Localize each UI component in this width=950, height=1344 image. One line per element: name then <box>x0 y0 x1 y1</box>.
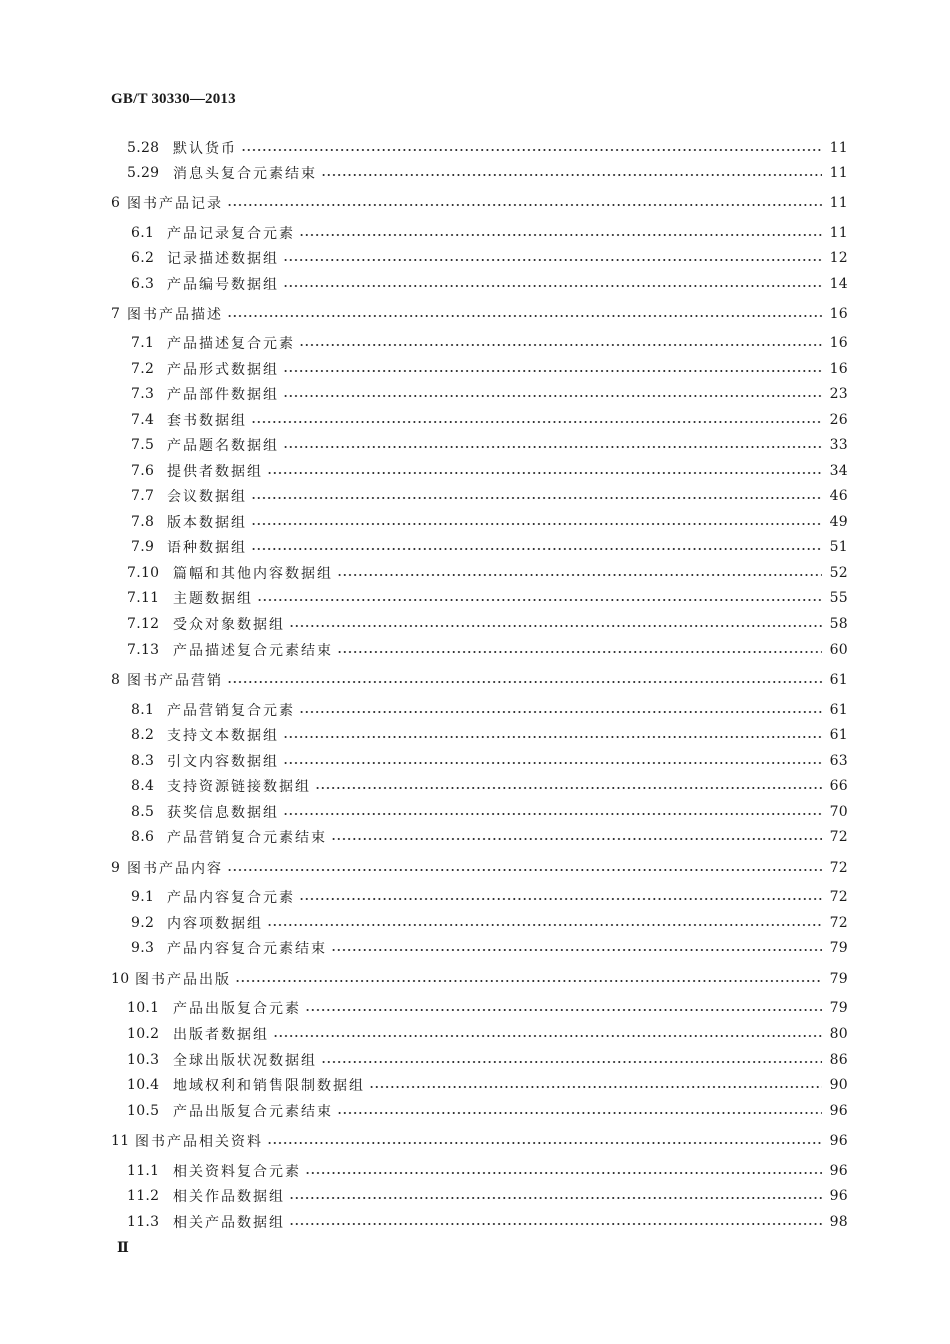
toc-entry-page: 86 <box>829 1052 848 1068</box>
dot-leader <box>227 204 822 206</box>
toc-entry-page: 96 <box>829 1103 848 1119</box>
dot-leader <box>321 174 822 176</box>
dot-leader <box>257 599 822 601</box>
toc-section-entry[interactable] <box>127 1160 848 1182</box>
dot-leader <box>283 370 822 372</box>
toc-entry-number: 11.2 <box>127 1188 160 1204</box>
toc-entry-number: 7.10 <box>127 565 160 581</box>
toc-entry-number: 7.5 <box>131 437 155 453</box>
toc-entry-page: 70 <box>829 804 848 820</box>
toc-section-entry[interactable] <box>131 332 848 354</box>
toc-entry-title: 出版者数据组 <box>173 1027 269 1043</box>
toc-entry-page: 16 <box>829 306 848 322</box>
toc-entry-title: 产品出版复合元素 <box>173 1001 301 1017</box>
toc-section-entry[interactable] <box>127 562 848 584</box>
toc-section-entry[interactable] <box>127 162 848 184</box>
toc-entry-title: 产品内容复合元素结束 <box>167 941 327 957</box>
toc-entry-page: 46 <box>829 488 848 504</box>
toc-entry-number: 6.3 <box>131 276 155 292</box>
toc-entry-title: 默认货币 <box>173 141 237 157</box>
toc-section-entry[interactable] <box>127 587 848 609</box>
dot-leader <box>251 421 822 423</box>
toc-entry-title: 全球出版状况数据组 <box>173 1053 317 1069</box>
toc-chapter-entry[interactable] <box>111 968 848 990</box>
dot-leader <box>337 1112 822 1114</box>
toc-entry-page: 60 <box>829 642 848 658</box>
dot-leader <box>283 446 822 448</box>
toc-entry-page: 23 <box>829 386 848 402</box>
dot-leader <box>227 681 822 683</box>
toc-entry-number: 9 <box>111 860 121 876</box>
toc-entry-number: 5.28 <box>127 140 160 156</box>
toc-entry-title: 主题数据组 <box>173 591 253 607</box>
dot-leader <box>289 1223 822 1225</box>
toc-entry-title: 产品题名数据组 <box>167 438 279 454</box>
toc-entry-number: 7.8 <box>131 514 155 530</box>
toc-entry-title: 受众对象数据组 <box>173 617 285 633</box>
toc-entry-page: 34 <box>829 463 848 479</box>
toc-entry-number: 7.6 <box>131 463 155 479</box>
toc-section-entry[interactable] <box>127 1023 848 1045</box>
toc-entry-title: 篇幅和其他内容数据组 <box>173 566 333 582</box>
toc-entry-title: 产品描述复合元素 <box>167 336 295 352</box>
dot-leader <box>283 259 822 261</box>
toc-entry-page: 61 <box>829 702 848 718</box>
toc-entry-number: 6.2 <box>131 250 155 266</box>
toc-entry-page: 96 <box>829 1133 848 1149</box>
toc-section-entry[interactable] <box>127 1185 848 1207</box>
dot-leader <box>305 1172 822 1174</box>
toc-section-entry[interactable] <box>131 273 848 295</box>
toc-entry-page: 96 <box>829 1163 848 1179</box>
toc-entry-number: 11.3 <box>127 1214 160 1230</box>
toc-entry-page: 72 <box>829 829 848 845</box>
toc-entry-number: 9.3 <box>131 940 155 956</box>
toc-entry-number: 6 <box>111 195 121 211</box>
dot-leader <box>299 711 822 713</box>
toc-entry-page: 72 <box>829 889 848 905</box>
toc-entry-number: 7.2 <box>131 361 155 377</box>
toc-section-entry[interactable] <box>131 724 848 746</box>
toc-entry-number: 7 <box>111 306 121 322</box>
toc-entry-page: 66 <box>829 778 848 794</box>
document-code-header: GB/T 30330—2013 <box>111 91 236 107</box>
toc-section-entry[interactable] <box>127 137 848 159</box>
toc-entry-page: 14 <box>829 276 848 292</box>
toc-entry-title: 引文内容数据组 <box>167 754 279 770</box>
toc-entry-page: 72 <box>829 915 848 931</box>
toc-entry-title: 图书产品出版 <box>135 972 231 988</box>
toc-entry-page: 11 <box>829 140 848 156</box>
toc-entry-page: 58 <box>829 616 848 632</box>
toc-entry-page: 16 <box>829 335 848 351</box>
toc-chapter-entry[interactable] <box>111 303 848 325</box>
toc-entry-number: 10.5 <box>127 1103 160 1119</box>
toc-entry-page: 80 <box>829 1026 848 1042</box>
toc-section-entry[interactable] <box>131 358 848 380</box>
toc-entry-title: 套书数据组 <box>167 413 247 429</box>
toc-entry-number: 8.3 <box>131 753 155 769</box>
toc-entry-title: 图书产品内容 <box>127 861 223 877</box>
toc-entry-page: 49 <box>829 514 848 530</box>
dot-leader <box>283 813 822 815</box>
toc-section-entry[interactable] <box>131 536 848 558</box>
toc-entry-number: 7.11 <box>127 590 160 606</box>
toc-entry-page: 72 <box>829 860 848 876</box>
toc-entry-page: 33 <box>829 437 848 453</box>
toc-section-entry[interactable] <box>127 1049 848 1071</box>
toc-entry-title: 相关作品数据组 <box>173 1189 285 1205</box>
toc-entry-number: 10.3 <box>127 1052 160 1068</box>
toc-entry-number: 10.2 <box>127 1026 160 1042</box>
dot-leader <box>369 1086 822 1088</box>
toc-section-entry[interactable] <box>127 997 848 1019</box>
toc-section-entry[interactable] <box>131 511 848 533</box>
toc-entry-title: 产品记录复合元素 <box>167 226 295 242</box>
toc-entry-page: 11 <box>829 225 848 241</box>
toc-section-entry[interactable] <box>127 639 848 661</box>
toc-section-entry[interactable] <box>131 434 848 456</box>
toc-section-entry[interactable] <box>131 699 848 721</box>
toc-entry-number: 5.29 <box>127 165 160 181</box>
toc-entry-number: 9.1 <box>131 889 155 905</box>
dot-leader <box>283 395 822 397</box>
toc-entry-title: 消息头复合元素结束 <box>173 166 317 182</box>
page-number-roman: Ⅱ <box>117 1241 129 1256</box>
toc-entry-page: 79 <box>829 971 848 987</box>
toc-entry-title: 产品营销复合元素结束 <box>167 830 327 846</box>
toc-entry-number: 7.1 <box>131 335 155 351</box>
toc-entry-number: 9.2 <box>131 915 155 931</box>
toc-entry-title: 产品形式数据组 <box>167 362 279 378</box>
toc-entry-title: 相关产品数据组 <box>173 1215 285 1231</box>
toc-entry-title: 图书产品记录 <box>127 196 223 212</box>
dot-leader <box>235 980 822 982</box>
toc-entry-number: 7.3 <box>131 386 155 402</box>
toc-entry-number: 8.2 <box>131 727 155 743</box>
toc-entry-page: 79 <box>829 940 848 956</box>
toc-entry-number: 7.9 <box>131 539 155 555</box>
dot-leader <box>321 1061 822 1063</box>
dot-leader <box>283 285 822 287</box>
dot-leader <box>337 574 822 576</box>
dot-leader <box>283 762 822 764</box>
dot-leader <box>305 1009 822 1011</box>
toc-entry-title: 产品部件数据组 <box>167 387 279 403</box>
toc-entry-title: 图书产品营销 <box>127 673 223 689</box>
toc-entry-page: 11 <box>829 165 848 181</box>
toc-entry-title: 语种数据组 <box>167 540 247 556</box>
dot-leader <box>283 736 822 738</box>
toc-entry-title: 产品出版复合元素结束 <box>173 1104 333 1120</box>
toc-section-entry[interactable] <box>131 222 848 244</box>
dot-leader <box>267 924 822 926</box>
toc-section-entry[interactable] <box>131 937 848 959</box>
toc-entry-title: 记录描述数据组 <box>167 251 279 267</box>
toc-entry-title: 相关资料复合元素 <box>173 1164 301 1180</box>
toc-entry-title: 支持资源链接数据组 <box>167 779 311 795</box>
toc-chapter-entry[interactable] <box>111 192 848 214</box>
toc-entry-title: 提供者数据组 <box>167 464 263 480</box>
toc-entry-page: 63 <box>829 753 848 769</box>
toc-section-entry[interactable] <box>131 801 848 823</box>
toc-entry-title: 产品营销复合元素 <box>167 703 295 719</box>
toc-entry-page: 51 <box>829 539 848 555</box>
toc-entry-number: 7.4 <box>131 412 155 428</box>
dot-leader <box>267 1142 822 1144</box>
toc-section-entry[interactable] <box>131 383 848 405</box>
toc-entry-number: 8.5 <box>131 804 155 820</box>
toc-entry-page: 98 <box>829 1214 848 1230</box>
toc-section-entry[interactable] <box>127 1100 848 1122</box>
toc-entry-number: 8.6 <box>131 829 155 845</box>
toc-entry-number: 8 <box>111 672 121 688</box>
dot-leader <box>227 869 822 871</box>
toc-section-entry[interactable] <box>131 826 848 848</box>
dot-leader <box>299 344 822 346</box>
toc-entry-title: 会议数据组 <box>167 489 247 505</box>
toc-entry-number: 7.7 <box>131 488 155 504</box>
dot-leader <box>289 625 822 627</box>
toc-entry-number: 7.12 <box>127 616 160 632</box>
toc-entry-title: 图书产品描述 <box>127 307 223 323</box>
toc-entry-page: 26 <box>829 412 848 428</box>
dot-leader <box>289 1197 822 1199</box>
toc-entry-page: 55 <box>829 590 848 606</box>
toc-chapter-entry[interactable] <box>111 1130 848 1152</box>
toc-section-entry[interactable] <box>127 613 848 635</box>
dot-leader <box>227 315 822 317</box>
dot-leader <box>337 651 822 653</box>
toc-entry-title: 地域权利和销售限制数据组 <box>173 1078 365 1094</box>
dot-leader <box>241 149 822 151</box>
toc-entry-page: 90 <box>829 1077 848 1093</box>
toc-entry-title: 产品描述复合元素结束 <box>173 643 333 659</box>
toc-entry-title: 产品内容复合元素 <box>167 890 295 906</box>
toc-entry-number: 8.1 <box>131 702 155 718</box>
toc-section-entry[interactable] <box>131 485 848 507</box>
toc-entry-number: 11 <box>111 1133 130 1149</box>
toc-entry-number: 11.1 <box>127 1163 160 1179</box>
dot-leader <box>299 898 822 900</box>
toc-section-entry[interactable] <box>131 750 848 772</box>
toc-entry-number: 10.4 <box>127 1077 160 1093</box>
toc-entry-page: 61 <box>829 672 848 688</box>
toc-entry-number: 8.4 <box>131 778 155 794</box>
toc-entry-page: 96 <box>829 1188 848 1204</box>
toc-entry-title: 版本数据组 <box>167 515 247 531</box>
toc-entry-number: 6.1 <box>131 225 155 241</box>
toc-entry-page: 16 <box>829 361 848 377</box>
toc-entry-title: 产品编号数据组 <box>167 277 279 293</box>
toc-entry-page: 12 <box>829 250 848 266</box>
dot-leader <box>251 548 822 550</box>
toc-entry-page: 79 <box>829 1000 848 1016</box>
toc-entry-number: 10.1 <box>127 1000 160 1016</box>
toc-section-entry[interactable] <box>131 460 848 482</box>
toc-entry-page: 11 <box>829 195 848 211</box>
dot-leader <box>299 234 822 236</box>
dot-leader <box>331 949 822 951</box>
dot-leader <box>331 838 822 840</box>
toc-chapter-entry[interactable] <box>111 857 848 879</box>
toc-chapter-entry[interactable] <box>111 669 848 691</box>
dot-leader <box>273 1035 822 1037</box>
toc-entry-page: 61 <box>829 727 848 743</box>
toc-section-entry[interactable] <box>131 409 848 431</box>
toc-section-entry[interactable] <box>131 247 848 269</box>
dot-leader <box>251 497 822 499</box>
toc-section-entry[interactable] <box>131 886 848 908</box>
toc-entry-number: 7.13 <box>127 642 160 658</box>
dot-leader <box>251 523 822 525</box>
dot-leader <box>315 787 822 789</box>
toc-entry-title: 支持文本数据组 <box>167 728 279 744</box>
toc-entry-number: 10 <box>111 971 130 987</box>
toc-section-entry[interactable] <box>127 1074 848 1096</box>
toc-entry-title: 获奖信息数据组 <box>167 805 279 821</box>
dot-leader <box>267 472 822 474</box>
toc-entry-page: 52 <box>829 565 848 581</box>
toc-section-entry[interactable] <box>131 775 848 797</box>
toc-section-entry[interactable] <box>131 912 848 934</box>
toc-section-entry[interactable] <box>127 1211 848 1233</box>
toc-entry-title: 图书产品相关资料 <box>135 1134 263 1150</box>
toc-entry-title: 内容项数据组 <box>167 916 263 932</box>
